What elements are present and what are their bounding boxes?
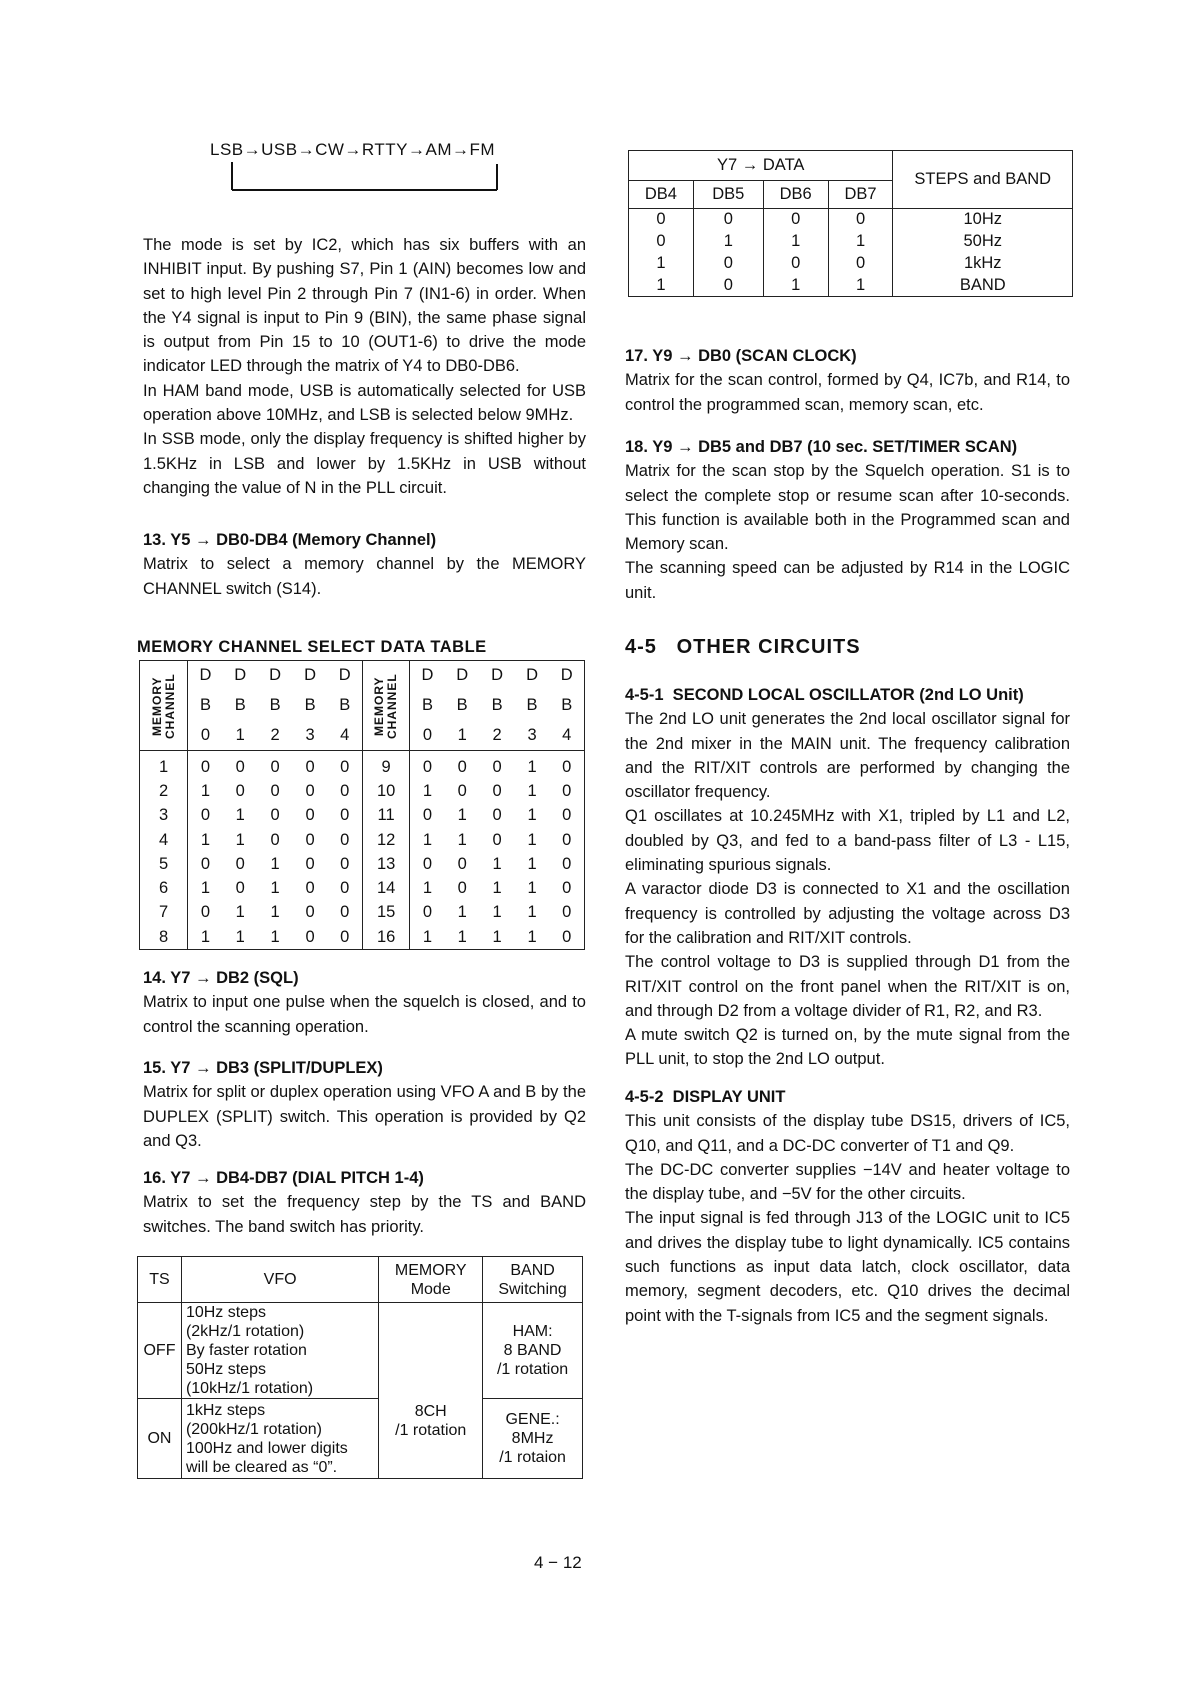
header-num: 3	[305, 725, 315, 744]
bit-value: 1	[270, 879, 280, 898]
section-18-title: 18. Y9 → DB5 and DB7 (10 sec. SET/TIMER SCAN)	[625, 438, 1018, 456]
channel-number: 5	[140, 852, 188, 876]
section-4-5-1	[625, 683, 1070, 1072]
bit-value: 1	[527, 781, 537, 800]
header-memory-mode: MEMORY Mode	[379, 1257, 483, 1303]
section-16-title: 16. Y7 → DB4-DB7 (DIAL PITCH 1-4)	[143, 1169, 424, 1187]
steps-value: 1kHz	[893, 253, 1073, 275]
bit-value: 0	[457, 854, 467, 873]
bit-value: 0	[270, 830, 280, 849]
header-d: D	[234, 666, 247, 685]
bit-value: 1	[422, 781, 433, 800]
bit-value: 0	[562, 879, 572, 898]
channel-number: 7	[140, 901, 188, 925]
bit-value: 0	[270, 781, 280, 800]
bit-value: 0	[562, 781, 572, 800]
bit-value: 0	[693, 253, 763, 275]
header-b: B	[421, 696, 433, 714]
ts-off: OFF	[138, 1303, 182, 1399]
bit-value: 1	[492, 927, 502, 946]
bit-value: 0	[200, 806, 211, 825]
channel-number: 16	[362, 925, 409, 950]
bit-value: 1	[527, 903, 537, 922]
bit-value: 0	[562, 903, 572, 922]
bit-value: 0	[562, 854, 572, 873]
bit-value: 0	[629, 209, 694, 231]
channel-number: 9	[362, 751, 409, 780]
header-d: D	[456, 666, 469, 685]
section-17-title: 17. Y9 → DB0 (SCAN CLOCK)	[625, 347, 857, 365]
bit-value: 0	[200, 757, 211, 776]
bit-value: 0	[328, 751, 363, 780]
header-num: 2	[270, 725, 280, 744]
bit-value: 1	[200, 927, 211, 946]
header-b: B	[561, 696, 573, 714]
table-row	[140, 751, 585, 780]
mode-cycle-text: LSB→USB→CW→RTTY→AM→FM	[210, 140, 496, 159]
y7-table-body	[629, 209, 1073, 297]
table-row	[140, 901, 585, 925]
y7-data-table	[628, 150, 1073, 297]
bit-value: 0	[422, 854, 433, 873]
section-13-text: Matrix to select a memory channel by the MEMORY CHANNEL switch (S14).	[143, 555, 586, 598]
bit-value: 0	[235, 757, 245, 776]
bit-value: 1	[527, 927, 537, 946]
section-13-title: 13. Y5 → DB0-DB4 (Memory Channel)	[143, 531, 437, 549]
header-ts: TS	[138, 1257, 182, 1303]
bit-value: 1	[270, 854, 280, 873]
bit-value: 1	[828, 275, 893, 297]
header-b: B	[526, 696, 538, 714]
paragraph: In SSB mode, only the display frequency is shifted higher by 1.5KHz in LSB and lower by 1.5KHz in USB without changing the value of N in the PLL circuit.	[143, 430, 586, 497]
section-4-5-1-title: 4-5-1 SECOND LOCAL OSCILLATOR (2nd LO Unit)	[625, 686, 1024, 704]
bit-value: 1	[457, 806, 467, 825]
bit-value: 0	[200, 854, 211, 873]
paragraph: The input signal is fed through J13 of the LOGIC unit to IC5 and drives the display tube to light dynamically. IC5 contains such functions as input data latch, clock oscillator, data memory, segment decoders, etc. Q10 drives the decimal point with the T-signals from IC5 and the segment signals.	[625, 1209, 1070, 1325]
bit-value: 0	[270, 757, 280, 776]
bit-value: 1	[527, 806, 537, 825]
memory-table-body	[140, 751, 585, 950]
mode-cycle-return-arrow	[210, 160, 530, 200]
header-d: D	[560, 666, 573, 685]
section-4-5-2-title: 4-5-2 DISPLAY UNIT	[625, 1088, 786, 1106]
bit-value: 1	[457, 927, 467, 946]
header-b: B	[304, 696, 316, 714]
paragraph: The DC-DC converter supplies −14V and heater voltage to the display tube, and −5V for the other circuits.	[625, 1160, 1070, 1204]
bit-value: 0	[328, 852, 363, 876]
paragraph: The 2nd LO unit generates the 2nd local oscillator signal for the 2nd mixer in the MAIN unit. The frequency calibration and the RIT/XIT controls are performed by changing the oscillator frequency.	[625, 710, 1070, 802]
memory-channel-label: MEMORY CHANNEL	[149, 672, 177, 739]
header-b: B	[269, 696, 281, 714]
bit-value: 0	[235, 781, 245, 800]
bit-value: 1	[693, 231, 763, 253]
bit-value: 0	[492, 781, 502, 800]
section-16-text: Matrix to set the frequency step by the TS and BAND switches. The band switch has priority.	[143, 1193, 586, 1236]
bit-value: 0	[457, 757, 467, 776]
bit-value: 0	[235, 879, 245, 898]
section-16	[143, 1166, 586, 1239]
bit-value: 0	[328, 925, 363, 950]
bit-value: 0	[422, 903, 433, 922]
paragraph: The mode is set by IC2, which has six buffers with an INHIBIT input. By pushing S7, Pin 1 (AIN) becomes low and set to high level Pin 2 through Pin 7 (IN1-6) in order. When the Y4 signal is input to Pin 9 (BIN), the same phase signal is output from Pin 15 to 10 (OUT1-6) to drive the mode indicator LED through the matrix of Y4 to DB0-DB6.	[143, 236, 586, 376]
table-row	[629, 231, 1073, 253]
bit-value: 1	[200, 781, 211, 800]
bit-value: 1	[457, 903, 467, 922]
section-15-text: Matrix for split or duplex operation using VFO A and B by the DUPLEX (SPLIT) switch. This operation is provided by Q2 and Q3.	[143, 1083, 586, 1150]
header-b: B	[200, 696, 212, 714]
bit-value: 1	[492, 903, 502, 922]
bit-value: 0	[305, 781, 315, 800]
header-b: B	[456, 696, 468, 714]
memory-channel-label: MEMORY CHANNEL	[372, 672, 400, 739]
header-num: 2	[492, 725, 502, 744]
section-17-text: Matrix for the scan control, formed by Q4, IC7b, and R14, to control the programmed scan, memory scan, etc.	[625, 371, 1070, 414]
bit-value: 1	[527, 854, 537, 873]
page-number: 4 − 12	[534, 1553, 582, 1572]
header-d: D	[526, 666, 538, 685]
bit-value: 0	[328, 876, 363, 900]
header-num: 0	[422, 725, 433, 744]
channel-number: 12	[362, 828, 409, 852]
bit-value: 0	[763, 253, 828, 275]
ts-on: ON	[138, 1399, 182, 1479]
bit-value: 0	[328, 901, 363, 925]
bit-value: 1	[828, 231, 893, 253]
bit-value: 0	[328, 804, 363, 828]
table-row	[140, 852, 585, 876]
section-15	[143, 1056, 586, 1153]
band-off-cell: HAM: 8 BAND /1 rotation	[483, 1303, 583, 1399]
header-num: 3	[527, 725, 537, 744]
bit-value: 0	[305, 830, 315, 849]
bit-value: 0	[492, 757, 502, 776]
header-d: D	[491, 666, 504, 685]
bit-value: 1	[527, 879, 537, 898]
bit-value: 1	[763, 275, 828, 297]
memory-table-title: MEMORY CHANNEL SELECT DATA TABLE	[137, 638, 487, 656]
memory-channel-table	[139, 660, 585, 950]
channel-number: 14	[362, 876, 409, 900]
bit-value: 0	[457, 879, 467, 898]
header-num: 4	[562, 725, 572, 744]
memory-mode-cell: 8CH /1 rotation	[379, 1303, 483, 1479]
section-18-text: Matrix for the scan stop by the Squelch operation. S1 is to select the complete stop or resume scan after 10-seconds. This function is available both in the Programmed scan and Memory scan.	[625, 462, 1070, 554]
section-18-text: The scanning speed can be adjusted by R14 in the LOGIC unit.	[625, 559, 1070, 602]
header-b: B	[328, 691, 363, 721]
steps-value: BAND	[893, 275, 1073, 297]
table-row	[140, 804, 585, 828]
bit-value: 0	[828, 209, 893, 231]
bit-value: 0	[629, 231, 694, 253]
bit-value: 0	[562, 757, 572, 776]
bit-value: 0	[305, 903, 315, 922]
section-14	[143, 966, 586, 1039]
table-row	[629, 253, 1073, 275]
section-15-title: 15. Y7 → DB3 (SPLIT/DUPLEX)	[143, 1059, 383, 1077]
section-18	[625, 435, 1070, 605]
vfo-on-desc: 1kHz steps (200kHz/1 rotation) 100Hz and lower digits will be cleared as “0”.	[181, 1399, 378, 1479]
bit-value: 0	[693, 275, 763, 297]
band-on-cell: GENE.: 8MHz /1 rotaion	[483, 1399, 583, 1479]
left-intro-text	[143, 233, 586, 500]
col-db6: DB6	[763, 181, 828, 209]
bit-value: 0	[200, 903, 211, 922]
bit-value: 1	[235, 806, 245, 825]
header-vfo: VFO	[181, 1257, 378, 1303]
bit-value: 1	[235, 830, 245, 849]
bit-value: 1	[422, 830, 433, 849]
bit-value: 0	[305, 757, 315, 776]
header-d: D	[199, 666, 212, 685]
bit-value: 0	[492, 806, 502, 825]
bit-value: 1	[457, 830, 467, 849]
col-db5: DB5	[693, 181, 763, 209]
steps-band-header: STEPS and BAND	[893, 151, 1073, 209]
header-band-switching: BAND Switching	[483, 1257, 583, 1303]
paragraph: In HAM band mode, USB is automatically selected for USB operation above 10MHz, and LSB is selected below 9MHz.	[143, 381, 586, 425]
bit-value: 0	[562, 830, 572, 849]
bit-value: 0	[492, 830, 502, 849]
ts-band-table	[137, 1256, 583, 1479]
col-db4: DB4	[629, 181, 694, 209]
bit-value: 0	[422, 806, 433, 825]
bit-value: 0	[828, 253, 893, 275]
bit-value: 0	[328, 779, 363, 803]
header-d: D	[269, 666, 282, 685]
section-14-title: 14. Y7 → DB2 (SQL)	[143, 969, 299, 987]
header-num: 0	[200, 725, 211, 744]
section-14-text: Matrix to input one pulse when the squelch is closed, and to control the scanning operation.	[143, 993, 586, 1036]
steps-value: 50Hz	[893, 231, 1073, 253]
channel-number: 1	[140, 751, 188, 780]
paragraph: The control voltage to D3 is supplied through D1 from the RIT/XIT control on the front panel when the RIT/XIT is on, and through D2 from a voltage divider of R1, R2, and R3.	[625, 953, 1070, 1020]
bit-value: 0	[270, 806, 280, 825]
bit-value: 0	[763, 209, 828, 231]
bit-value: 0	[235, 854, 245, 873]
bit-value: 1	[527, 830, 537, 849]
bit-value: 0	[305, 879, 315, 898]
y7-title: Y7 → DATA	[629, 151, 893, 181]
bit-value: 1	[422, 927, 433, 946]
table-row	[140, 925, 585, 950]
bit-value: 1	[763, 231, 828, 253]
bit-value: 1	[235, 927, 245, 946]
bit-value: 1	[270, 927, 280, 946]
paragraph: A varactor diode D3 is connected to X1 and the oscillation frequency is controlled by adjusting the voltage across D3 for the calibration and RIT/XIT controls.	[625, 880, 1070, 947]
channel-number: 6	[140, 876, 188, 900]
bit-value: 1	[200, 830, 211, 849]
channel-number: 15	[362, 901, 409, 925]
paragraph: This unit consists of the display tube DS15, drivers of IC5, Q10, and Q11, and a DC-DC converter of T1 and Q9.	[625, 1112, 1070, 1155]
bit-value: 1	[527, 757, 537, 776]
steps-value: 10Hz	[893, 209, 1073, 231]
header-b: B	[491, 696, 503, 714]
bit-value: 1	[270, 903, 280, 922]
col-db7: DB7	[828, 181, 893, 209]
bit-value: 0	[305, 854, 315, 873]
bit-value: 0	[457, 781, 467, 800]
header-d: D	[421, 666, 434, 685]
header-b: B	[234, 696, 246, 714]
section-13	[143, 528, 586, 601]
table-row	[629, 275, 1073, 297]
bit-value: 1	[492, 879, 502, 898]
bit-value: 1	[200, 879, 211, 898]
bit-value: 0	[562, 806, 572, 825]
table-row	[140, 828, 585, 852]
channel-number: 13	[362, 852, 409, 876]
channel-number: 4	[140, 828, 188, 852]
mode-cycle-diagram	[210, 140, 530, 195]
header-num: 1	[235, 725, 245, 744]
vfo-off-desc: 10Hz steps (2kHz/1 rotation) By faster rotation 50Hz steps (10kHz/1 rotation)	[181, 1303, 378, 1399]
bit-value: 0	[562, 927, 572, 946]
header-d: D	[304, 666, 317, 685]
bit-value: 0	[305, 927, 315, 946]
bit-value: 1	[235, 903, 245, 922]
header-d: D	[328, 661, 363, 691]
bit-value: 0	[693, 209, 763, 231]
bit-value: 1	[629, 275, 694, 297]
paragraph: Q1 oscillates at 10.245MHz with X1, tripled by L1 and L2, doubled by Q3, and fed to a band-pass filter of L3 - L15, eliminating spurious signals.	[625, 807, 1070, 875]
section-17	[625, 344, 1070, 417]
channel-number: 10	[362, 779, 409, 803]
channel-number: 3	[140, 804, 188, 828]
bit-value: 0	[422, 757, 433, 776]
table-row	[629, 209, 1073, 231]
header-num: 4	[328, 721, 363, 751]
section-4-5-title: 4-5 OTHER CIRCUITS	[625, 636, 861, 658]
bit-value: 0	[305, 806, 315, 825]
paragraph: A mute switch Q2 is turned on, by the mute signal from the PLL unit, to stop the 2nd LO output.	[625, 1026, 1070, 1069]
bit-value: 1	[422, 879, 433, 898]
channel-number: 2	[140, 779, 188, 803]
table-row	[140, 876, 585, 900]
bit-value: 0	[328, 828, 363, 852]
channel-number: 8	[140, 925, 188, 950]
header-num: 1	[457, 725, 467, 744]
channel-number: 11	[362, 804, 409, 828]
section-4-5-2	[625, 1085, 1070, 1328]
bit-value: 1	[629, 253, 694, 275]
table-row	[140, 779, 585, 803]
bit-value: 1	[492, 854, 502, 873]
